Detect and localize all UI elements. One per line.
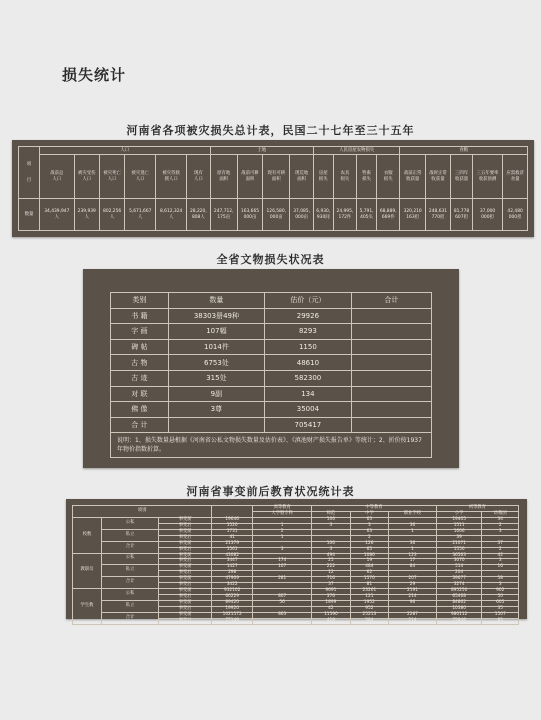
sub-label: 私立 (102, 601, 159, 613)
value-cell: 320,210 163担 (400, 199, 425, 231)
value-cell: 2287 (389, 612, 437, 618)
sub-label: 公私 (102, 553, 159, 565)
value-cell: 5,671,667 人 (125, 199, 156, 231)
value-cell: 980112 (436, 612, 482, 618)
column-header: 估价（元） (265, 293, 352, 309)
column-header: 战前可耕 面积 (237, 155, 262, 199)
value-cell: 21071 (436, 541, 482, 547)
period-label: 事变后 (159, 606, 212, 612)
value-cell: 43082 (212, 553, 253, 559)
value-cell: 37,085, 000亩 (290, 199, 314, 231)
column-header: 三四年 收获量 (451, 155, 473, 199)
category-cell: 书 籍 (111, 308, 169, 324)
value-cell: 716 (312, 577, 350, 583)
sub-header: 幼稚园 (482, 511, 519, 517)
value-cell: 315处 (168, 370, 264, 386)
column-header: 被灾待救 援人口 (156, 155, 187, 199)
value-cell: 1731 (212, 529, 253, 535)
value-cell: 9691 (312, 589, 350, 595)
value-cell: 1511 (436, 523, 482, 529)
table-row (111, 324, 432, 340)
value-cell: 239,939 人 (74, 199, 99, 231)
value-cell: 3 (253, 547, 312, 553)
category-cell: 古 物 (111, 355, 169, 371)
sub-header: 中学 (350, 511, 388, 517)
column-header: 衣服 损失 (376, 155, 400, 199)
value-cell: 47909 (212, 577, 253, 583)
column-header: 类别 (111, 293, 169, 309)
value-cell: 514 (436, 565, 482, 571)
value-cell: 8293 (265, 324, 352, 340)
value-cell: 85 (482, 618, 519, 624)
table-row (111, 402, 432, 418)
value-cell: 248,631 770担 (425, 199, 450, 231)
total-value: 705417 (265, 417, 352, 433)
value-cell: 89420 (212, 601, 253, 607)
value-cell: 281 (253, 577, 312, 583)
value-cell: 1 (389, 547, 437, 553)
value-cell: 63 (350, 529, 388, 535)
period-label: 事变前 (159, 565, 212, 571)
period-label: 事变前 (159, 517, 212, 523)
value-cell: 2 (350, 535, 388, 541)
row-label: 数量 (19, 199, 40, 231)
value-cell: 1086 (350, 553, 388, 559)
period-label: 事变后 (159, 523, 212, 529)
sub-label: 私立 (102, 565, 159, 577)
column-header: 合计 (351, 293, 431, 309)
value-cell: 50 (482, 595, 519, 601)
value-cell: 5,791, 405头 (357, 199, 377, 231)
table-row (111, 386, 432, 402)
group-header: 土地 (210, 147, 313, 155)
value-cell: 298 (212, 571, 253, 577)
value-cell: 895250 (436, 589, 482, 595)
column-header: 农具 损失 (333, 155, 357, 199)
value-cell: 584 (350, 618, 388, 624)
table-note: 说明：1、损失数量悬根据《河南省公私文物损失数量及估价表》、《滇池财产损失报告单》等统计；2、折价按1937年物价指数折算。 (111, 433, 432, 458)
value-cell: 174 (253, 559, 312, 565)
value-cell: 134 (265, 386, 352, 402)
value-cell: 96 (389, 601, 437, 607)
value-cell: 2 (482, 547, 519, 553)
value-cell: 207 (389, 577, 437, 583)
level-header: 初等教育 (436, 506, 518, 512)
empty-cell (351, 417, 431, 433)
empty-cell (351, 324, 431, 340)
value-cell: 494 (312, 553, 350, 559)
column-header: 战时正常 收获量 (425, 155, 450, 199)
value-cell: 214 (389, 618, 437, 624)
value-cell: 24,995, 172件 (333, 199, 357, 231)
relics-loss-table (110, 292, 432, 458)
value-cell: 222 (312, 565, 350, 571)
value-cell: 37 (482, 541, 519, 547)
value-cell: 582300 (265, 370, 352, 386)
value-cell: 75848 (436, 618, 482, 624)
column-header: 房屋 损失 (313, 155, 333, 199)
table2-panel (83, 269, 459, 468)
empty-cell (351, 308, 431, 324)
group-header: 人口 (40, 147, 211, 155)
value-cell: 21379 (212, 541, 253, 547)
value-cell: 12 (312, 571, 350, 577)
period-label: 事变前 (159, 529, 212, 535)
value-cell: 247,712, 175亩 (210, 199, 237, 231)
table-row (111, 355, 432, 371)
value-cell: 38303册49种 (168, 308, 264, 324)
value-cell: 84 (389, 565, 437, 571)
empty-cell (351, 386, 431, 402)
value-cell: 484 (350, 565, 388, 571)
value-cell: 56 (253, 601, 312, 607)
value-cell: 35 (482, 606, 519, 612)
sub-header: 小学 (436, 511, 482, 517)
value-cell: 36563 (436, 553, 482, 559)
value-cell: 123 (389, 553, 437, 559)
table2-caption: 全省文物损失状况表 (216, 253, 325, 266)
value-cell: 376 (312, 595, 350, 601)
period-label: 事变后 (159, 547, 212, 553)
category-cell: 古 迹 (111, 370, 169, 386)
value-cell: 1507 (482, 612, 519, 618)
column-header: 被灾逃亡 人口 (125, 155, 156, 199)
education-table (72, 505, 519, 625)
value-cell: 35004 (265, 402, 352, 418)
value-cell: 106 (312, 541, 350, 547)
empty-cell (351, 370, 431, 386)
sub-label: 公私 (102, 517, 159, 529)
period-label: 事变前 (159, 589, 212, 595)
value-cell: 1014件 (168, 339, 264, 355)
value-cell: 3尊 (168, 402, 264, 418)
value-cell: 106 (312, 517, 350, 523)
value-cell: 163,665 000亩 (237, 199, 262, 231)
value-cell: 17 (389, 559, 437, 565)
column-header: 被灾受伤 人口 (74, 155, 99, 199)
value-cell: 25213 (350, 612, 388, 618)
value-cell: 29926 (265, 308, 352, 324)
period-label: 事变前 (159, 553, 212, 559)
column-header: 应需救济 食量 (503, 155, 528, 199)
value-cell: 3447 (212, 559, 253, 565)
value-cell: 28,220, 808人 (187, 199, 211, 231)
value-cell: 932102 (212, 589, 253, 595)
value-cell: 19 (350, 559, 388, 565)
value-cell: 121 (350, 595, 388, 601)
period-label: 事变前 (159, 541, 212, 547)
page-title: 损失统计 (62, 66, 127, 84)
value-cell: 802,256 人 (99, 199, 124, 231)
column-header: 现有可耕 面积 (263, 155, 290, 199)
table3-caption: 河南省事变前后教育状况统计表 (186, 485, 355, 498)
value-cell: 77149 (212, 618, 253, 624)
value-cell: 29 (389, 583, 437, 589)
value-cell: 19405 (436, 517, 482, 523)
category-cell: 字 画 (111, 324, 169, 340)
table-row (111, 370, 432, 386)
level-header: 中等教育 (312, 506, 437, 512)
corner-cell: 项别 (73, 506, 212, 518)
value-cell: 63 (350, 517, 388, 523)
value-cell: 3070 (436, 559, 482, 565)
value-cell: 65 (350, 547, 388, 553)
value-cell: 34 (482, 517, 519, 523)
value-cell: 1 (389, 529, 437, 535)
value-cell: 1021572 (212, 612, 253, 618)
value-cell: 1 (253, 523, 312, 529)
value-cell: 3 (312, 547, 350, 553)
column-header: 被灾死亡 人口 (99, 155, 124, 199)
value-cell: 10380 (436, 606, 482, 612)
category-cell: 佛 像 (111, 402, 169, 418)
table-row (111, 308, 432, 324)
value-cell: 36 (389, 523, 437, 529)
value-cell: 81 (350, 583, 388, 589)
value-cell: 418 (312, 618, 350, 624)
empty-header (212, 506, 253, 518)
value-cell: 3274 (436, 583, 482, 589)
column-header: 三五年要率 收获预测 (472, 155, 502, 199)
value-cell: 126 (350, 541, 388, 547)
value-cell (253, 618, 312, 624)
value-cell: 37 (312, 583, 350, 589)
value-cell: 42 (482, 553, 519, 559)
value-cell: 41 (212, 535, 253, 541)
sub-label: 公私 (102, 589, 159, 601)
value-cell: 42 (312, 606, 350, 612)
value-cell: 107幅 (168, 324, 264, 340)
value-cell: 9副 (168, 386, 264, 402)
value-cell: 6,930, 930间 (313, 199, 333, 231)
value-cell: 34,439,947 人 (40, 199, 75, 231)
value-cell: 3 (350, 523, 388, 529)
empty-cell (351, 355, 431, 371)
period-label: 事变后 (159, 535, 212, 541)
value-cell: 8,612,324 人 (156, 199, 187, 231)
value-cell: 2191 (389, 589, 437, 595)
value-cell: 37,000 000担 (472, 199, 502, 231)
value-cell: 1427 (212, 565, 253, 571)
value-cell: 605 (482, 601, 519, 607)
column-header: 战前正常 收获量 (400, 155, 425, 199)
value-cell: 3 (482, 559, 519, 565)
period-label: 事变前 (159, 612, 212, 618)
value-cell: 11590 (312, 612, 350, 618)
period-label: 事变后 (159, 618, 212, 624)
level-header: 高等教育 (253, 506, 312, 512)
value-cell: 1952 (350, 601, 388, 607)
value-cell: 62 (350, 571, 388, 577)
disaster-loss-table (18, 146, 528, 231)
table1-caption: 河南省各项被灾损失总计表，民国二十七年至三十五年 (126, 124, 415, 137)
value-cell: 902 (482, 589, 519, 595)
sub-label: 合计 (102, 612, 159, 624)
value-cell: 58 (482, 577, 519, 583)
table3-panel (66, 499, 527, 623)
section-label: 教职员 (73, 553, 102, 589)
value-cell: 19646 (212, 517, 253, 523)
value-cell: 65468 (436, 595, 482, 601)
section-label: 校数 (73, 517, 102, 553)
category-cell: 碑 帖 (111, 339, 169, 355)
value-cell: 1570 (350, 577, 388, 583)
value-cell: 48610 (265, 355, 352, 371)
table1-panel (12, 140, 534, 237)
value-cell: 39677 (436, 577, 482, 583)
category-cell: 对 联 (111, 386, 169, 402)
column-header: 原有地 面积 (210, 155, 237, 199)
value-cell: 1899 (312, 601, 350, 607)
table-row (111, 339, 432, 355)
value-cell: 1 (253, 535, 312, 541)
column-header: 数量 (168, 293, 264, 309)
value-cell: 36 (389, 541, 437, 547)
value-cell: 1520 (212, 523, 253, 529)
value-cell: 214 (389, 595, 437, 601)
group-header: 人民房屋农物损失 (313, 147, 400, 155)
value-cell: 863 (253, 612, 312, 618)
corner-cell (19, 147, 40, 199)
value-cell: 1666 (436, 529, 482, 535)
column-header: 现有 人口 (187, 155, 211, 199)
value-cell: 16 (482, 565, 519, 571)
value-cell: 1150 (265, 339, 352, 355)
empty-cell (168, 417, 264, 433)
sub-header: 师范 (312, 511, 350, 517)
value-cell: 3 (482, 529, 519, 535)
total-label: 合 计 (111, 417, 169, 433)
value-cell: 1561 (212, 547, 253, 553)
value-cell: 2 (482, 523, 519, 529)
column-header: 牲畜 损失 (357, 155, 377, 199)
value-cell: 6753处 (168, 355, 264, 371)
value-cell: 204 (436, 571, 482, 577)
sub-label: 合计 (102, 541, 159, 553)
period-label: 事变后 (159, 571, 212, 577)
value-cell: 23261 (350, 589, 388, 595)
column-header: 现荒地 面积 (290, 155, 314, 199)
value-cell: 3 (312, 523, 350, 529)
value-cell: 807 (253, 595, 312, 601)
value-cell: 1550 (436, 547, 482, 553)
period-label: 事变前 (159, 577, 212, 583)
value-cell: 3 (482, 583, 519, 589)
value-cell: 25 (312, 559, 350, 565)
column-header: 战前总 人口 (40, 155, 75, 199)
value-cell: 39 (436, 535, 482, 541)
value-cell: 2 (253, 529, 312, 535)
period-label: 事变前 (159, 601, 212, 607)
empty-cell (351, 339, 431, 355)
value-cell: 19920 (212, 606, 253, 612)
period-label: 事变后 (159, 595, 212, 601)
value-cell: 3422 (212, 583, 253, 589)
sub-label: 私立 (102, 529, 159, 541)
sub-header: 大学暨专科 (253, 511, 312, 517)
section-label: 学生数 (73, 589, 102, 625)
period-label: 事变后 (159, 583, 212, 589)
empty-cell (351, 402, 431, 418)
value-cell: 126,580, 000亩 (263, 199, 290, 231)
sub-label: 合计 (102, 577, 159, 589)
corner-bottom: 目 (26, 177, 32, 183)
corner-top: 项 (26, 162, 32, 168)
value-cell: 66229 (212, 595, 253, 601)
period-label: 事变后 (159, 559, 212, 565)
value-cell: 952 (350, 606, 388, 612)
value-cell: 68,889, 669件 (376, 199, 400, 231)
value-cell: 107 (253, 565, 312, 571)
group-header: 食粮 (400, 147, 528, 155)
sub-header: 职业学校 (389, 511, 437, 517)
value-cell: 42,480 000担 (503, 199, 528, 231)
value-cell: 81,778 607担 (451, 199, 473, 231)
value-cell: 84862 (436, 601, 482, 607)
